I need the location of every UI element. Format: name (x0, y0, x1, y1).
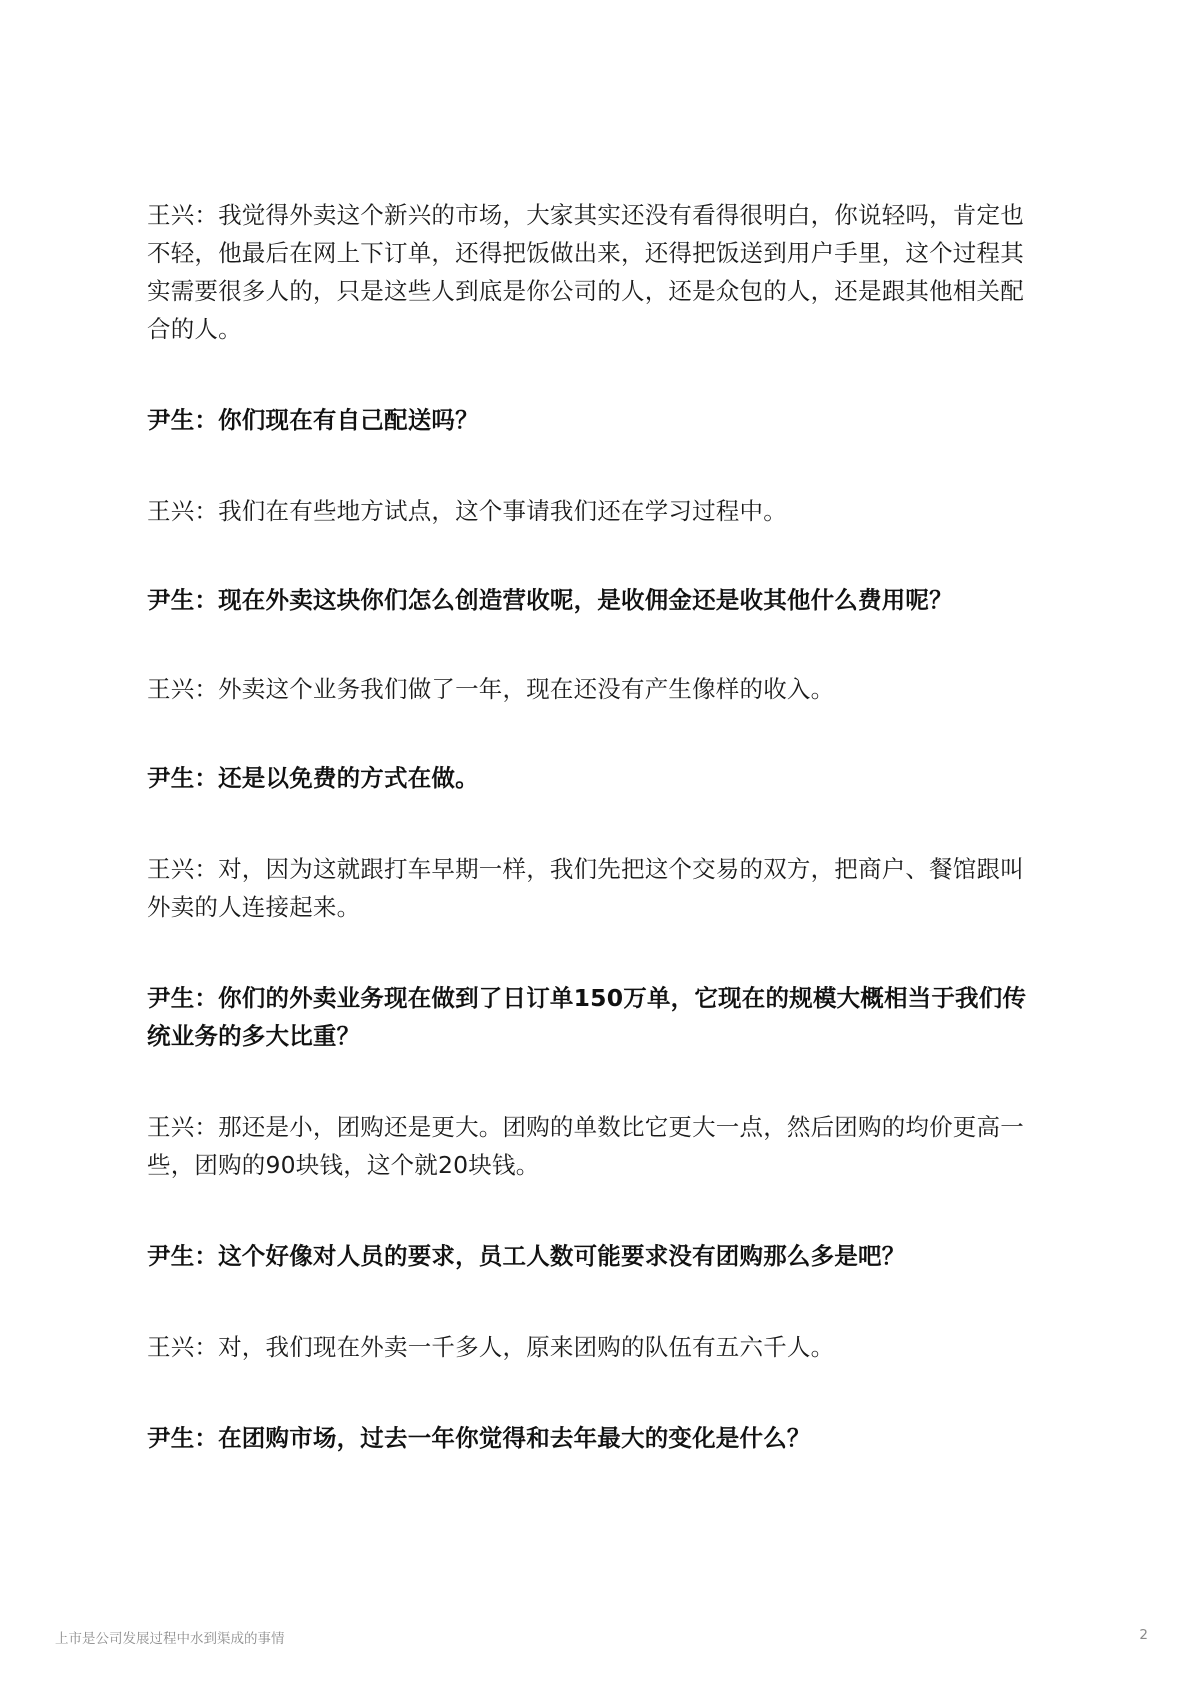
answer-paragraph: 王兴：那还是小，团购还是更大。团购的单数比它更大一点，然后团购的均价更高一些，团购的90块钱，这个就20块钱。 (147, 1113, 1024, 1179)
page-number: 2 (1139, 1627, 1148, 1643)
answer-paragraph: 王兴：我觉得外卖这个新兴的市场，大家其实还没有看得很明白，你说轻吗，肯定也不轻，他最后在网上下订单，还得把饭做出来，还得把饭送到用户手里，这个过程其实需要很多人的，只是这些人到底是你公司的人，还是众包的人，还是跟其他相关配合的人。 (147, 201, 1024, 343)
answer-paragraph: 王兴：我们在有些地方试点，这个事请我们还在学习过程中。 (147, 497, 787, 525)
question-paragraph: 尹生：现在外卖这块你们怎么创造营收呢，是收佣金还是收其他什么费用呢？ (147, 586, 953, 614)
answer-paragraph: 王兴：对，我们现在外卖一千多人，原来团购的队伍有五六千人。 (147, 1333, 835, 1361)
question-paragraph: 尹生：这个好像对人员的要求，员工人数可能要求没有团购那么多是吧？ (147, 1242, 906, 1270)
document-body (147, 196, 1047, 1457)
question-paragraph: 尹生：你们现在有自己配送吗？ (147, 406, 479, 434)
question-paragraph: 尹生：在团购市场，过去一年你觉得和去年最大的变化是什么？ (147, 1424, 811, 1452)
footer-title: 上市是公司发展过程中水到渠成的事情 (55, 1631, 285, 1647)
page-footer (55, 1627, 1148, 1647)
question-paragraph: 尹生：你们的外卖业务现在做到了日订单150万单，它现在的规模大概相当于我们传统业务的多大比重？ (147, 984, 1027, 1050)
answer-paragraph: 王兴：对，因为这就跟打车早期一样，我们先把这个交易的双方，把商户、餐馆跟叫外卖的人连接起来。 (147, 855, 1024, 921)
answer-paragraph: 王兴：外卖这个业务我们做了一年，现在还没有产生像样的收入。 (147, 675, 835, 703)
question-paragraph: 尹生：还是以免费的方式在做。 (147, 764, 479, 792)
